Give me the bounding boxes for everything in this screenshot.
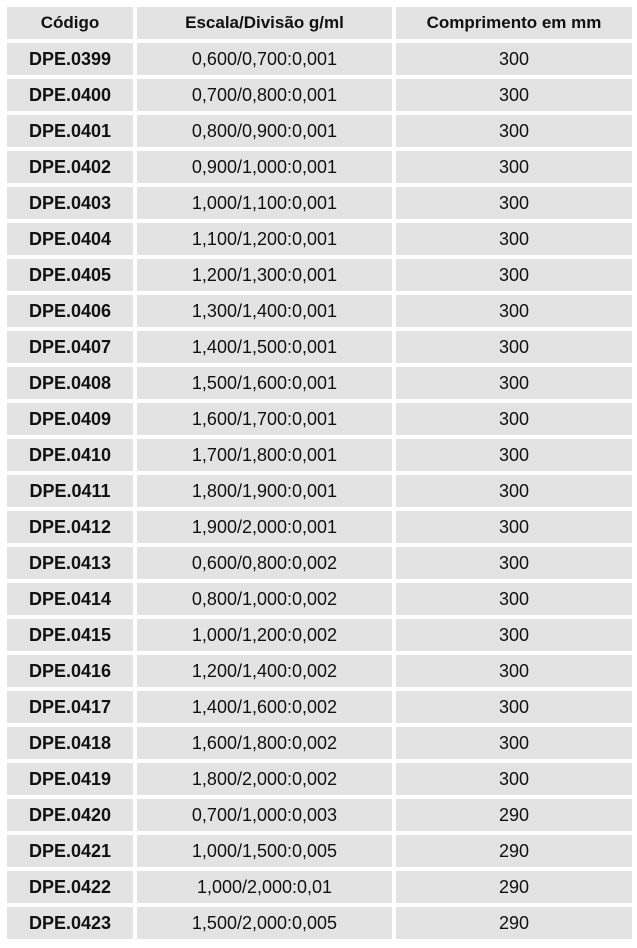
header-comprimento: Comprimento em mm (392, 7, 632, 43)
table-row (7, 511, 632, 547)
table-row (7, 907, 632, 939)
cell-comprimento: 300 (392, 691, 632, 727)
cell-codigo: DPE.0399 (7, 43, 133, 79)
cell-comprimento: 300 (392, 79, 632, 115)
cell-escala-divisao: 1,800/1,900:0,001 (133, 475, 392, 511)
table-row (7, 331, 632, 367)
cell-comprimento: 290 (392, 799, 632, 835)
cell-escala-divisao: 1,200/1,300:0,001 (133, 259, 392, 295)
cell-comprimento: 300 (392, 655, 632, 691)
table-row (7, 43, 632, 79)
cell-comprimento: 300 (392, 151, 632, 187)
cell-escala-divisao: 1,000/1,500:0,005 (133, 835, 392, 871)
cell-comprimento: 300 (392, 259, 632, 295)
cell-comprimento: 300 (392, 187, 632, 223)
table-row (7, 259, 632, 295)
table-row (7, 187, 632, 223)
cell-codigo: DPE.0415 (7, 619, 133, 655)
table-row (7, 583, 632, 619)
cell-codigo: DPE.0405 (7, 259, 133, 295)
cell-escala-divisao: 1,400/1,500:0,001 (133, 331, 392, 367)
header-row (7, 7, 632, 43)
table-row (7, 295, 632, 331)
table-row (7, 115, 632, 151)
cell-comprimento: 300 (392, 583, 632, 619)
cell-codigo: DPE.0413 (7, 547, 133, 583)
table-row (7, 799, 632, 835)
table-row (7, 655, 632, 691)
cell-comprimento: 300 (392, 295, 632, 331)
cell-comprimento: 300 (392, 43, 632, 79)
table-row (7, 223, 632, 259)
product-table (7, 7, 632, 939)
cell-escala-divisao: 1,800/2,000:0,002 (133, 763, 392, 799)
table-row (7, 871, 632, 907)
table-row (7, 403, 632, 439)
cell-codigo: DPE.0410 (7, 439, 133, 475)
cell-escala-divisao: 1,200/1,400:0,002 (133, 655, 392, 691)
cell-escala-divisao: 0,600/0,800:0,002 (133, 547, 392, 583)
cell-codigo: DPE.0404 (7, 223, 133, 259)
header-escala-divisao: Escala/Divisão g/ml (133, 7, 392, 43)
cell-codigo: DPE.0401 (7, 115, 133, 151)
cell-codigo: DPE.0402 (7, 151, 133, 187)
product-table-container (7, 7, 632, 939)
cell-comprimento: 290 (392, 871, 632, 907)
cell-escala-divisao: 1,000/1,200:0,002 (133, 619, 392, 655)
cell-escala-divisao: 1,600/1,700:0,001 (133, 403, 392, 439)
cell-escala-divisao: 0,900/1,000:0,001 (133, 151, 392, 187)
cell-comprimento: 290 (392, 835, 632, 871)
cell-codigo: DPE.0407 (7, 331, 133, 367)
cell-codigo: DPE.0412 (7, 511, 133, 547)
table-header (7, 7, 632, 43)
cell-comprimento: 300 (392, 115, 632, 151)
cell-codigo: DPE.0403 (7, 187, 133, 223)
cell-escala-divisao: 0,800/0,900:0,001 (133, 115, 392, 151)
cell-codigo: DPE.0411 (7, 475, 133, 511)
cell-escala-divisao: 1,500/2,000:0,005 (133, 907, 392, 939)
cell-codigo: DPE.0422 (7, 871, 133, 907)
cell-comprimento: 300 (392, 403, 632, 439)
cell-escala-divisao: 0,800/1,000:0,002 (133, 583, 392, 619)
table-row (7, 151, 632, 187)
cell-codigo: DPE.0417 (7, 691, 133, 727)
cell-comprimento: 300 (392, 331, 632, 367)
cell-codigo: DPE.0409 (7, 403, 133, 439)
table-body (7, 43, 632, 939)
table-row (7, 439, 632, 475)
cell-codigo: DPE.0416 (7, 655, 133, 691)
cell-escala-divisao: 1,600/1,800:0,002 (133, 727, 392, 763)
cell-codigo: DPE.0421 (7, 835, 133, 871)
header-codigo: Código (7, 7, 133, 43)
cell-escala-divisao: 1,000/2,000:0,01 (133, 871, 392, 907)
cell-escala-divisao: 1,000/1,100:0,001 (133, 187, 392, 223)
cell-escala-divisao: 1,300/1,400:0,001 (133, 295, 392, 331)
cell-codigo: DPE.0423 (7, 907, 133, 939)
cell-codigo: DPE.0420 (7, 799, 133, 835)
table-row (7, 835, 632, 871)
cell-comprimento: 300 (392, 763, 632, 799)
cell-escala-divisao: 1,900/2,000:0,001 (133, 511, 392, 547)
cell-codigo: DPE.0418 (7, 727, 133, 763)
cell-comprimento: 300 (392, 727, 632, 763)
cell-escala-divisao: 1,100/1,200:0,001 (133, 223, 392, 259)
table-row (7, 763, 632, 799)
cell-escala-divisao: 1,700/1,800:0,001 (133, 439, 392, 475)
cell-comprimento: 300 (392, 547, 632, 583)
cell-comprimento: 300 (392, 475, 632, 511)
cell-codigo: DPE.0400 (7, 79, 133, 115)
cell-comprimento: 300 (392, 439, 632, 475)
table-row (7, 475, 632, 511)
table-row (7, 691, 632, 727)
cell-comprimento: 300 (392, 619, 632, 655)
cell-escala-divisao: 1,400/1,600:0,002 (133, 691, 392, 727)
table-row (7, 547, 632, 583)
cell-comprimento: 290 (392, 907, 632, 939)
cell-comprimento: 300 (392, 367, 632, 403)
cell-escala-divisao: 0,600/0,700:0,001 (133, 43, 392, 79)
cell-comprimento: 300 (392, 223, 632, 259)
cell-codigo: DPE.0408 (7, 367, 133, 403)
cell-escala-divisao: 1,500/1,600:0,001 (133, 367, 392, 403)
cell-codigo: DPE.0419 (7, 763, 133, 799)
cell-comprimento: 300 (392, 511, 632, 547)
table-row (7, 619, 632, 655)
table-row (7, 367, 632, 403)
cell-escala-divisao: 0,700/1,000:0,003 (133, 799, 392, 835)
table-row (7, 79, 632, 115)
cell-codigo: DPE.0414 (7, 583, 133, 619)
cell-escala-divisao: 0,700/0,800:0,001 (133, 79, 392, 115)
table-row (7, 727, 632, 763)
cell-codigo: DPE.0406 (7, 295, 133, 331)
